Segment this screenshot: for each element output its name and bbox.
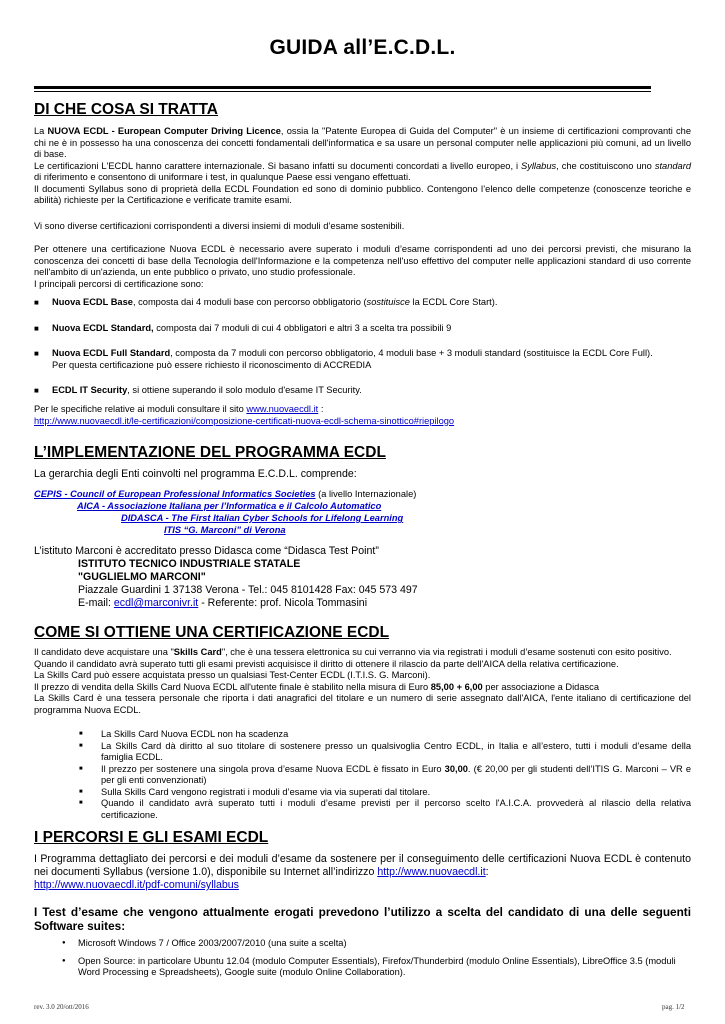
footer-page-number: pag. 1/2 [662,1003,685,1011]
syllabus-link[interactable]: http://www.nuovaecdl.it/pdf-comuni/syllabus [34,879,239,891]
text-italic: standard [654,160,691,171]
cepis-link[interactable]: CEPIS - Council of European Professional Informatics Societies [34,489,316,499]
text-italic: sostituisce [366,297,410,307]
section-heading-what: DI CHE COSA SI TRATTA [34,101,218,118]
nuovaecdl-home-link[interactable]: http://www.nuovaecdl.it [377,866,486,878]
text-bold: Nuova ECDL Base [52,297,133,307]
title-rule-thin [34,91,651,92]
text-italic: Syllabus [521,160,557,171]
bullet-square-icon: ■ [34,349,39,358]
text: La Skills Card può essere acquistata presso un qualsiasi Test-Center ECDL (I.T.I.S. G. Marconi). [34,670,431,680]
document-title: GUIDA all’E.C.D.L. [269,36,456,59]
email-link[interactable]: ecdl@marconivr.it [113,597,199,609]
list-item [52,297,692,309]
bullet-square-icon: ■ [34,298,39,307]
text: , si ottiene superando il solo modulo d'esame IT Security. [127,385,362,395]
text: composta dai 7 moduli di cui 4 obbligatori e altri 3 a scelta tra possibili 9 [153,323,452,333]
text: Per le specifiche relative ai moduli consultare il sito [34,404,247,414]
text-bold: ECDL IT Security [52,385,128,395]
text: I principali percorsi di certificazione sono: [34,278,204,289]
paragraph-accreditation: L’istituto Marconi è accreditato presso Didasca come “Didasca Test Point” [34,545,379,557]
institute-name: ISTITUTO TECNICO INDUSTRIALE STATALE [78,558,301,570]
text: (a livello Internazionale) [315,489,417,499]
title-rule [34,86,651,89]
section-heading-how: COME SI OTTIENE UNA CERTIFICAZIONE ECDL [34,624,390,641]
didasca-link[interactable]: DIDASCA - The First Italian Cyber Schools for Lifelong Learning [121,513,404,523]
bullet-square-icon: ■ [34,324,39,333]
software-suites-list [62,938,692,979]
skills-card-list [79,729,691,821]
text: E-mail: [78,597,114,609]
text-bold: Nuova ECDL Standard, [52,323,154,333]
institute-contact [78,597,678,610]
hierarchy-item-aica [77,501,381,513]
list-item [52,385,692,397]
institute-name-2: "GUGLIELMO MARCONI" [78,571,206,583]
list-item [52,323,692,335]
text: . (€ 20,00 per gli studenti dell’ITIS G. Marconi – VR e per gli enti convenzionati) [101,763,692,785]
list-item: ■ La Skills Card Nuova ECDL non ha scadenza [79,729,691,741]
text: La [34,126,48,136]
text: La Skills Card è una tessera personale che riporta i dati anagrafici del titolare e un numero di serie assegnato dall'AICA, l'ente italiano di certificazione del programma Nuova ECDL. [34,693,691,715]
text: : [485,866,489,878]
text: , che costituiscono uno [556,160,655,171]
itis-link[interactable]: ITIS “G. Marconi” di Verona [164,525,286,535]
paragraph-skills-card [34,647,691,716]
text: Per ottenere una certificazione Nuova ECDL è necessario avere superato i moduli d’esame corrispondenti ad uno dei percorsi previsti, che misurano la conoscenza dei concetti di base della Tecnologia dell'Informazione e la competenza nell'uso effettivo del computer nelle applicazioni standard di uso corrente nell'ambito di un'azienda, un ente pubblico o privato, uno studio professionale. [34,244,691,277]
section-heading-paths: I PERCORSI E GLI ESAMI ECDL [34,829,269,846]
text: Quando il candidato avrà superato tutti gli esami previsti acquisisce il diritto di ottenere il rilascio da parte dell'AICA della relativa certificazione. [34,658,619,669]
paragraph-software-suites: I Test d’esame che vengono attualmente erogati prevedono l’utilizzo a scelta del candidato di una delle seguenti Software suites: [34,905,691,933]
footer-revision: rev. 3.0 20/ott/2016 [34,1003,89,1011]
text: Il prezzo di vendita della Skills Card Nuova ECDL all'utente finale è stabilito nella misura di Euro [34,681,431,692]
text: di riferimento e consentono di uniformare i test, in qualunque Paese essi vengano effettuati. [34,172,411,182]
text: , composta dai 4 moduli base con percorso obbligatorio ( [132,297,367,307]
text: la ECDL Core Start). [409,297,498,307]
bullet-square-icon: ■ [34,386,39,395]
text-bold: Nuova ECDL Full Standard [52,348,171,358]
nuovaecdl-link[interactable]: www.nuovaecdl.it [246,404,319,414]
text: I Programma dettagliato dei percorsi e dei moduli d’esame da sostenere per il conseguimento delle certificazioni Nuova ECDL è contenuto nei documenti Syllabus (versione 1.0), disponibile su Internet all’indirizzo [34,853,691,878]
text-bold: 85,00 + 6,00 [430,681,483,692]
text: , ossia la "Patente Europea di Guida del Computer" è un insieme di certificazioni comprovanti che chi ne è in possesso ha una conoscenza dei concetti fondamentali dell'informatica e sa usare un personal computer nelle applicazioni più comuni, ad un livello di base. [34,126,691,159]
paragraph-intro [34,126,691,207]
list-item [52,348,692,371]
text-bold: Skills Card [173,647,222,657]
aica-link[interactable]: AICA - Associazione Italiana per l’Informatica e il Calcolo Automatico [77,501,382,511]
list-item: ■ La Skills Card dà diritto al suo titolare di sostenere presso un qualsivoglia Centro ECDL, in Italia e all’estero, tutti i moduli d’esame della famiglia ECDL. [79,741,691,764]
text: Per questa certificazione può essere richiesto il riconoscimento di ACCREDIA [52,359,372,370]
text: : [318,404,324,414]
paragraph-requirements [34,244,691,290]
hierarchy-item-itis [164,525,286,537]
text: - Referente: prof. Nicola Tommasini [198,597,368,609]
hierarchy-item-didasca [121,513,403,525]
text: per associazione a Didasca [482,681,599,692]
hierarchy-item-cepis [34,489,416,501]
institute-address: Piazzale Guardini 1 37138 Verona - Tel.: 045 8101428 Fax: 045 573 497 [78,584,418,596]
text: Il candidato deve acquistare una " [34,647,174,657]
text: ", che è una tessera elettronica su cui verranno via via registrati i moduli d’esame sostenuti con esito positivo. [221,647,672,657]
schema-sinottico-link[interactable]: http://www.nuovaecdl.it/le-certificazioni/composizione-certificati-nuova-ecdl-schema-sinottico#riepilogo [34,415,455,426]
section-heading-implementation: L’IMPLEMENTAZIONE DEL PROGRAMMA ECDL [34,444,386,461]
list-item: ■ Quando il candidato avrà superato tutti i moduli d’esame previsti per il percorso scelto l'A.I.C.A. provvederà al rilascio della relativa certificazione. [79,798,691,821]
text: Le certificazioni L'ECDL hanno carattere internazionale. Si basano infatti su documenti concordati a livello europeo, i [34,160,522,171]
paragraph-syllabus [34,853,691,892]
list-item [79,764,691,787]
paragraph-hierarchy: La gerarchia degli Enti coinvolti nel programma E.C.D.L. comprende: [34,468,357,480]
text-bold: 30,00 [444,763,468,774]
list-item: ● Microsoft Windows 7 / Office 2003/2007/2010 (una suite a scelta) [62,938,692,950]
list-item: ■ Sulla Skills Card vengono registrati i moduli d’esame via via superati dal titolare. [79,787,691,799]
list-item: ● Open Source: in particolare Ubuntu 12.04 (modulo Computer Essentials), Firefox/Thunderbird (modulo Online Essentials), LibreOffice 3.5 (moduli Word Processing e Spreadsheets), Google suite (modulo Online Collaboration). [62,956,692,979]
text: Il prezzo per sostenere una singola prova d’esame Nuova ECDL è fissato in Euro [101,763,445,774]
text: , composta da 7 moduli con percorso obbligatorio, 4 moduli base + 3 moduli standard (sostituisce la ECDL Core Full). [170,348,653,358]
text-bold: NUOVA ECDL - European Computer Driving Licence [47,126,281,136]
paragraph-links [34,404,691,427]
paragraph-certs: Vi sono diverse certificazioni corrispondenti a diversi insiemi di moduli d’esame sostenibili. [34,221,405,231]
text: Il documenti Syllabus sono di proprietà della ECDL Foundation ed sono di dominio pubblico. Contengono l’elenco delle competenze (conoscenze teoriche e abilità) richieste per la Certificazione e verificate tramite esami. [34,183,691,205]
